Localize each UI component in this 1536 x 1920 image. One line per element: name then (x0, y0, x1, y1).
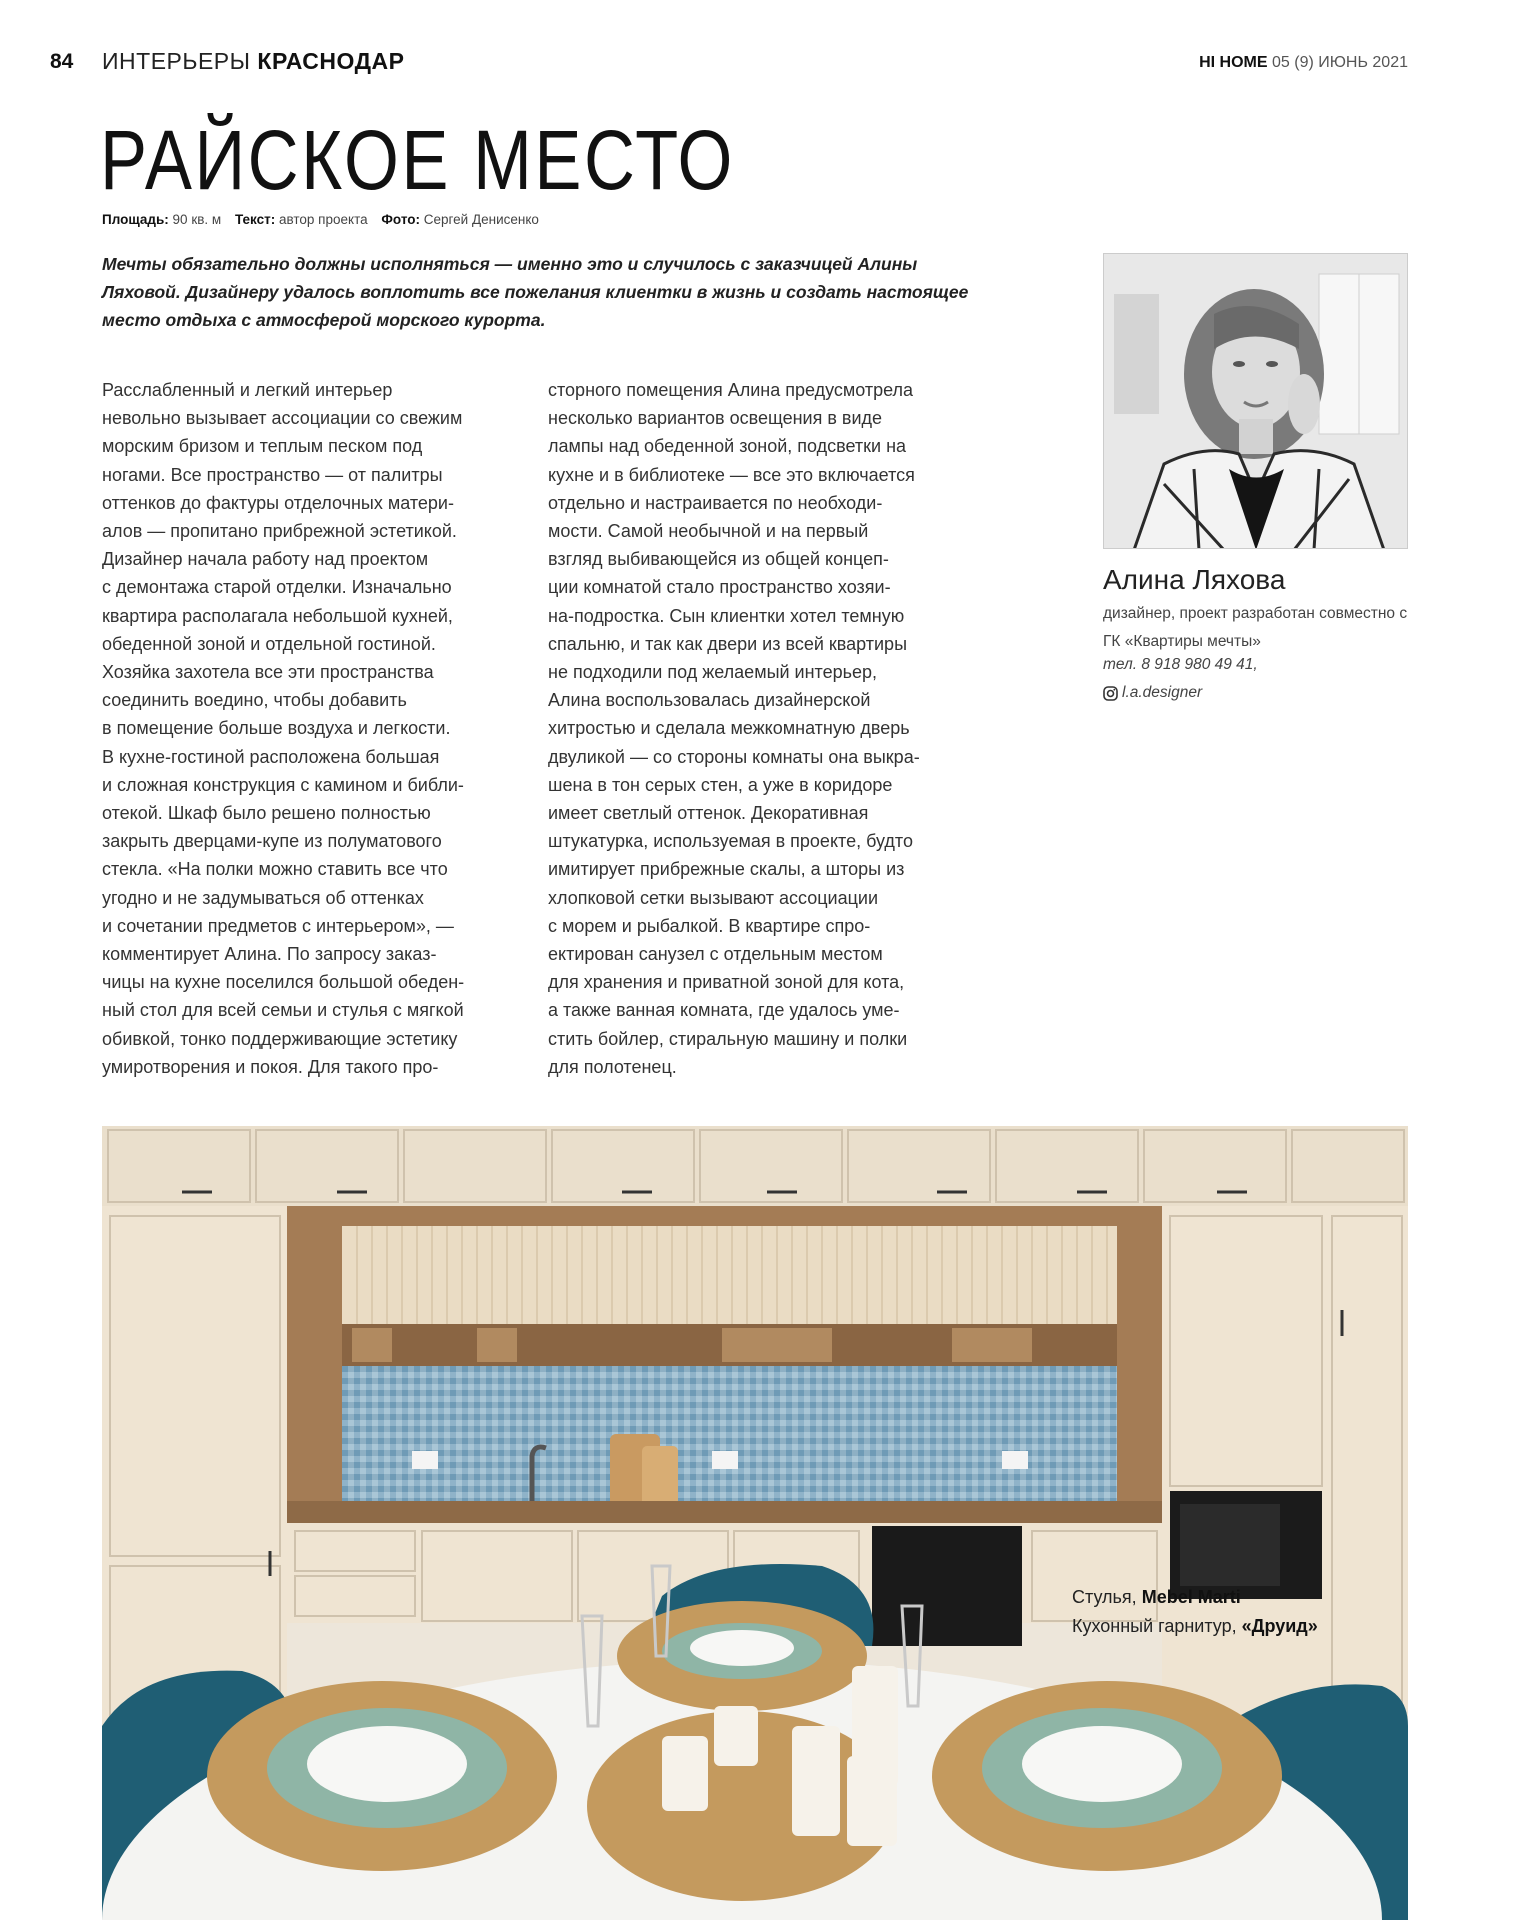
kitchen-photo (102, 1126, 1408, 1920)
magazine-name: HI HOME (1199, 54, 1268, 71)
area-label: Площадь: (102, 212, 169, 227)
body-column-2: сторного помещения Алина предусмотрела несколько вариантов освещения в виде лампы над обеденной зоной, подсветки на кухне и в библиотеке — все это включается отдельно и настраивается по необходи- мости. Самой необычной и на первый взгляд выбивающейся из общей концеп- ции комнатой стало пространство хозяи- на-подростка. Сын клиентки хотел темную спальню, и так как двери из всей квартиры не подходили под желаемый интерьер, Алина воспользовалась дизайнерской хитростью и сделала межкомнатную дверь двуликой — со стороны комнаты она выкра- шена в тон серых стен, а уже в коридоре имеет светлый оттенок. Декоративная штукатурка, используемая в проекте, будто имитирует прибрежные скалы, а шторы из хлопковой сетки вызывают ассоциации с морем и рыбалкой. В квартире спро- ектирован санузел с отдельным местом для хранения и приватной зоной для кота, а также ванная комната, где удалось уме- стить бойлер, стиральную машину и полки для полотенец. (548, 380, 920, 1077)
text-value: автор проекта (279, 212, 368, 227)
caption-chairs-brand: Mebel Marti (1141, 1587, 1241, 1607)
designer-phone: тел. 8 918 980 49 41, (1103, 656, 1258, 673)
photo-caption (1072, 1583, 1318, 1641)
text-label: Текст: (234, 212, 276, 227)
instagram-handle: l.a.designer (1122, 684, 1203, 701)
article-lead: Мечты обязательно должны исполняться — именно это и случилось с заказчицей Алины Ляховой. Дизайнеру удалось воплотить все пожелания клиентки в жизнь и создать настоящее место отдыха с атмосферой морского курорта. (102, 254, 969, 330)
area-value: 90 кв. м (172, 212, 222, 227)
issue-info (1199, 54, 1408, 72)
article-credits (102, 212, 539, 227)
caption-chairs (1072, 1583, 1318, 1612)
caption-kitchen (1072, 1612, 1318, 1641)
section-prefix: ИНТЕРЬЕРЫ (102, 48, 251, 74)
photo-label: Фото: (381, 212, 420, 227)
section-city: КРАСНОДАР (257, 48, 405, 74)
section-title (102, 48, 404, 75)
caption-chairs-label: Стулья, (1072, 1587, 1137, 1607)
designer-name: Алина Ляхова (1103, 564, 1286, 595)
body-column-1: Расслабленный и легкий интерьер невольно вызывает ассоциации со свежим морским бризом и теплым песком под ногами. Все пространство — от палитры оттенков до фактуры отделочных матери- алов — пропитано прибрежной эстетикой. Дизайнер начала работу над проектом с демонтажа старой отделки. Изначально квартира располагала небольшой кухней, обеденной зоной и отдельной гостиной. Хозяйка захотела все эти пространства соединить воедино, чтобы добавить в помещение больше воздуха и легкости. В кухне-гостиной расположена большая и сложная конструкция с камином и библи- отекой. Шкаф было решено полностью закрыть дверцами-купе из полуматового стекла. «На полки можно ставить все что угодно и не задумываться об оттенках и сочетании предметов с интерьером», — комментирует Алина. По запросу заказ- чицы на кухне поселился большой обеден- ный стол для всей семьи и стулья с мягкой обивкой, тонко поддерживающие эстетику умиротворения и покоя. Для такого про- (102, 380, 465, 1077)
caption-kitchen-label: Кухонный гарнитур, (1072, 1616, 1237, 1636)
page-number: 84 (50, 50, 74, 73)
designer-portrait (1103, 253, 1408, 549)
designer-role: дизайнер, проект разработан совместно с ГК «Квартиры мечты» (1103, 605, 1408, 650)
issue-number: 05 (9) ИЮНЬ 2021 (1272, 54, 1408, 71)
photo-value: Сергей Денисенко (423, 212, 539, 227)
instagram-icon (1103, 686, 1118, 701)
article-title: РАЙСКОЕ МЕСТО (100, 113, 735, 207)
caption-kitchen-brand: «Друид» (1241, 1616, 1318, 1636)
designer-instagram[interactable] (1103, 684, 1202, 702)
